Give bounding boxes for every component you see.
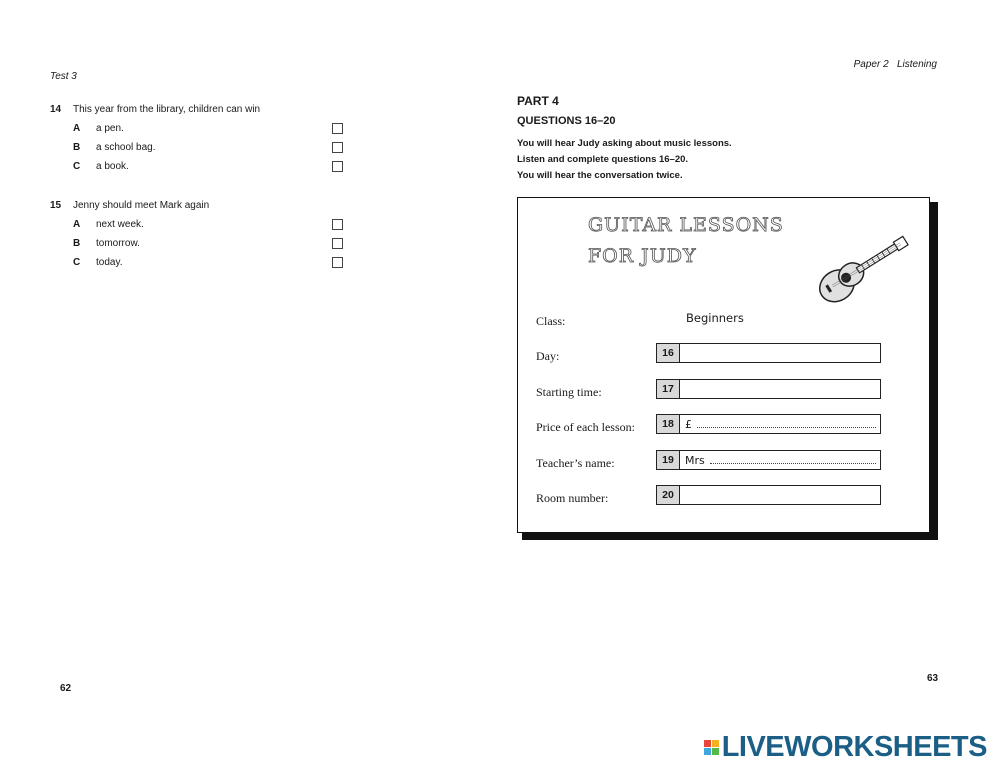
guitar-icon bbox=[801, 220, 913, 310]
question-number: 14 bbox=[50, 104, 62, 115]
right-page-header: Paper 2 Listening bbox=[853, 59, 937, 70]
part-title: PART 4 bbox=[517, 94, 559, 108]
left-page-number: 62 bbox=[60, 683, 72, 694]
questions-title: QUESTIONS 16–20 bbox=[517, 115, 616, 127]
option-letter: A bbox=[73, 219, 81, 230]
question-number-badge: 16 bbox=[657, 344, 680, 362]
answer-input-16[interactable] bbox=[680, 344, 880, 362]
field-label-teacher-name: Teacher’s name: bbox=[536, 456, 615, 470]
q15-option-c[interactable] bbox=[73, 257, 345, 271]
q14-b-checkbox[interactable] bbox=[332, 142, 343, 153]
question-number-badge: 20 bbox=[657, 486, 680, 504]
question-number: 15 bbox=[50, 200, 62, 211]
question-text: Jenny should meet Mark again bbox=[73, 200, 210, 211]
liveworksheets-logo[interactable] bbox=[704, 731, 987, 764]
answer-field-20[interactable] bbox=[656, 485, 881, 505]
instruction-line: Listen and complete questions 16–20. bbox=[517, 154, 689, 165]
card-title-line-2: FOR JUDY bbox=[588, 245, 697, 267]
q15-c-checkbox[interactable] bbox=[332, 257, 343, 268]
question-14 bbox=[50, 104, 260, 115]
guitar-lessons-card bbox=[517, 197, 930, 533]
q14-option-b[interactable] bbox=[73, 142, 345, 156]
field-label-room-number: Room number: bbox=[536, 491, 609, 505]
field-label-class: Class: bbox=[536, 314, 566, 328]
answer-prefix: Mrs bbox=[685, 453, 705, 467]
right-page-number: 63 bbox=[927, 673, 939, 684]
option-letter: C bbox=[73, 257, 81, 268]
left-page-header: Test 3 bbox=[50, 71, 77, 82]
q14-c-checkbox[interactable] bbox=[332, 161, 343, 172]
q14-option-a[interactable] bbox=[73, 123, 345, 137]
option-text: next week. bbox=[96, 219, 144, 230]
answer-input-17[interactable] bbox=[680, 380, 880, 398]
answer-input-20[interactable] bbox=[680, 486, 880, 504]
option-text: a book. bbox=[96, 161, 129, 172]
q15-option-b[interactable] bbox=[73, 238, 345, 252]
answer-dotted-line[interactable] bbox=[710, 463, 876, 464]
logo-text: LIVEWORKSHEETS bbox=[721, 731, 987, 763]
instruction-line: You will hear Judy asking about music lessons. bbox=[517, 138, 732, 149]
answer-field-19[interactable] bbox=[656, 450, 881, 470]
class-value: Beginners bbox=[686, 311, 744, 325]
option-text: tomorrow. bbox=[96, 238, 140, 249]
answer-dotted-line[interactable] bbox=[697, 427, 876, 428]
q14-a-checkbox[interactable] bbox=[332, 123, 343, 134]
answer-field-18[interactable] bbox=[656, 414, 881, 434]
question-number-badge: 19 bbox=[657, 451, 680, 469]
question-text: This year from the library, children can win bbox=[73, 104, 261, 115]
instruction-line: You will hear the conversation twice. bbox=[517, 170, 683, 181]
option-letter: C bbox=[73, 161, 81, 172]
option-letter: A bbox=[73, 123, 81, 134]
option-text: today. bbox=[96, 257, 123, 268]
field-label-price: Price of each lesson: bbox=[536, 420, 635, 434]
q15-b-checkbox[interactable] bbox=[332, 238, 343, 249]
card-title-line-1: GUITAR LESSONS bbox=[588, 214, 784, 236]
question-number-badge: 17 bbox=[657, 380, 680, 398]
field-label-starting-time: Starting time: bbox=[536, 385, 602, 399]
q15-option-a[interactable] bbox=[73, 219, 345, 233]
field-label-day: Day: bbox=[536, 349, 560, 363]
option-letter: B bbox=[73, 238, 81, 249]
answer-field-16[interactable] bbox=[656, 343, 881, 363]
option-text: a school bag. bbox=[96, 142, 156, 153]
option-letter: B bbox=[73, 142, 81, 153]
question-number-badge: 18 bbox=[657, 415, 680, 433]
q14-option-c[interactable] bbox=[73, 161, 345, 175]
q15-a-checkbox[interactable] bbox=[332, 219, 343, 230]
option-text: a pen. bbox=[96, 123, 124, 134]
answer-prefix: £ bbox=[685, 417, 692, 431]
question-15 bbox=[50, 200, 209, 211]
logo-squares-icon bbox=[704, 740, 719, 755]
answer-field-17[interactable] bbox=[656, 379, 881, 399]
